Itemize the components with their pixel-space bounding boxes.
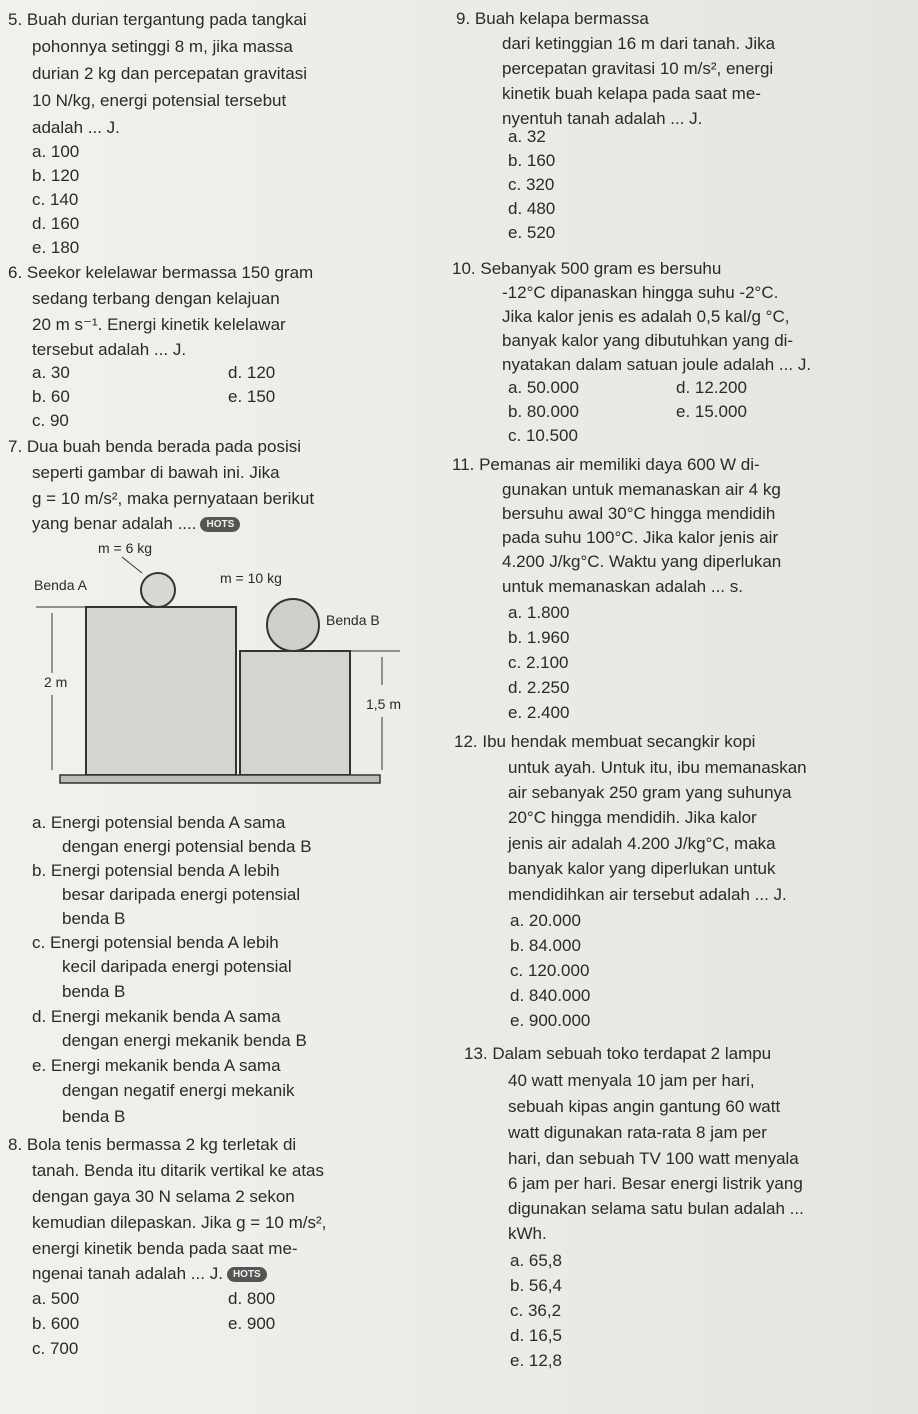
q6-option-a: a. 30 [32, 363, 70, 382]
pillar-a [86, 607, 236, 775]
q12-line: jenis air adalah 4.200 J/kg°C, maka [508, 834, 776, 853]
q12-option-e: e. 900.000 [510, 1011, 591, 1030]
q7-option-c-cont: benda B [62, 982, 126, 1001]
q7-option-c-cont: kecil daripada energi potensial [62, 957, 292, 976]
hots-badge: HOTS [227, 1267, 267, 1282]
q7-line: 7. Dua buah benda berada pada posisi [8, 437, 302, 456]
q8-line: dengan gaya 30 N selama 2 sekon [32, 1187, 295, 1206]
q13-option-c: c. 36,2 [510, 1301, 562, 1320]
q11-line: pada suhu 100°C. Jika kalor jenis air [502, 528, 779, 547]
q11-line: 11. Pemanas air memiliki daya 600 W di- [452, 455, 760, 474]
q10-line: 10. Sebanyak 500 gram es bersuhu [452, 259, 722, 278]
q5-line: 10 N/kg, energi potensial tersebut [32, 91, 287, 110]
q8-line: kemudian dilepaskan. Jika g = 10 m/s², [32, 1213, 327, 1232]
q11-option-a: a. 1.800 [508, 603, 570, 622]
ball-a [141, 573, 175, 607]
q13-line: 6 jam per hari. Besar energi listrik yang [508, 1174, 803, 1193]
q5-option-d: d. 160 [32, 214, 80, 233]
q13-line: 40 watt menyala 10 jam per hari, [508, 1071, 755, 1090]
q11-line: untuk memanaskan adalah ... s. [502, 577, 743, 596]
q6-line: 20 m s⁻¹. Energi kinetik kelelawar [32, 315, 286, 334]
q7-option-b-cont: benda B [62, 909, 126, 928]
q8-option-a: a. 500 [32, 1289, 80, 1308]
q8-option-e: e. 900 [228, 1314, 276, 1333]
q7-option-a: a. Energi potensial benda A sama [32, 813, 286, 832]
q13-line: digunakan selama satu bulan adalah ... [508, 1199, 804, 1218]
benda-a-label: Benda A [34, 577, 87, 593]
q6-option-c: c. 90 [32, 411, 69, 430]
q7-option-a-cont: dengan energi potensial benda B [62, 837, 312, 856]
q6-option-d: d. 120 [228, 363, 276, 382]
mass-b-label: m = 10 kg [220, 570, 282, 586]
q11-option-c: c. 2.100 [508, 653, 569, 672]
q8-line [32, 1263, 267, 1285]
q9-line: dari ketinggian 16 m dari tanah. Jika [502, 34, 776, 53]
q9-line: kinetik buah kelapa pada saat me- [502, 84, 761, 103]
q13-option-d: d. 16,5 [510, 1326, 562, 1345]
q10-option-d: d. 12.200 [676, 378, 747, 397]
q13-line: watt digunakan rata-rata 8 jam per [508, 1123, 767, 1142]
q13-option-e: e. 12,8 [510, 1351, 562, 1370]
q12-option-c: c. 120.000 [510, 961, 590, 980]
q5-option-c: c. 140 [32, 190, 79, 209]
q11-option-b: b. 1.960 [508, 628, 570, 647]
q8-option-d: d. 800 [228, 1289, 276, 1308]
q13-option-a: a. 65,8 [510, 1251, 562, 1270]
q7-option-e-cont: dengan negatif energi mekanik [62, 1081, 295, 1100]
q8-option-c: c. 700 [32, 1339, 79, 1358]
q12-line: 12. Ibu hendak membuat secangkir kopi [454, 732, 756, 751]
q12-line: 20°C hingga mendidih. Jika kalor [508, 808, 757, 827]
q7-line-text: yang benar adalah .... [32, 514, 197, 533]
q5-option-e: e. 180 [32, 238, 80, 257]
q6-option-e: e. 150 [228, 387, 276, 406]
q7-option-e: e. Energi mekanik benda A sama [32, 1056, 281, 1075]
q7-option-c: c. Energi potensial benda A lebih [32, 933, 279, 952]
q13-line: hari, dan sebuah TV 100 watt menyala [508, 1149, 799, 1168]
height-a-label: 2 m [44, 674, 68, 690]
q5-line: adalah ... J. [32, 118, 120, 137]
q12-line: untuk ayah. Untuk itu, ibu memanaskan [508, 758, 807, 777]
q10-line: -12°C dipanaskan hingga suhu -2°C. [502, 283, 779, 302]
q13-line: kWh. [508, 1224, 547, 1243]
mass-a-label: m = 6 kg [98, 540, 153, 556]
q5-option-b: b. 120 [32, 166, 80, 185]
q8-line: tanah. Benda itu ditarik vertikal ke atas [32, 1161, 324, 1180]
q11-line: 4.200 J/kg°C. Waktu yang diperlukan [502, 552, 782, 571]
q7-option-d: d. Energi mekanik benda A sama [32, 1007, 281, 1026]
q7-line: g = 10 m/s², maka pernyataan berikut [32, 489, 315, 508]
q10-option-e: e. 15.000 [676, 402, 747, 421]
q9-option-e: e. 520 [508, 223, 556, 242]
q9-option-a: a. 32 [508, 127, 546, 146]
q6-line: 6. Seekor kelelawar bermassa 150 gram [8, 263, 314, 282]
q9-line: percepatan gravitasi 10 m/s², energi [502, 59, 774, 78]
height-b-label: 1,5 m [366, 696, 402, 712]
q12-line: banyak kalor yang diperlukan untuk [508, 859, 776, 878]
q9-option-d: d. 480 [508, 199, 556, 218]
q7-option-e-cont: benda B [62, 1107, 126, 1126]
q13-option-b: b. 56,4 [510, 1276, 562, 1295]
q7-option-d-cont: dengan energi mekanik benda B [62, 1031, 307, 1050]
q9-line: nyentuh tanah adalah ... J. [502, 109, 703, 128]
q8-option-b: b. 600 [32, 1314, 80, 1333]
q12-line: mendidihkan air tersebut adalah ... J. [508, 885, 787, 904]
q7-figure [30, 535, 430, 795]
q9-line: 9. Buah kelapa bermassa [456, 9, 649, 28]
q9-option-c: c. 320 [508, 175, 555, 194]
q5-option-a: a. 100 [32, 142, 80, 161]
q5-line: 5. Buah durian tergantung pada tangkai [8, 10, 307, 29]
q12-option-d: d. 840.000 [510, 986, 591, 1005]
q11-option-d: d. 2.250 [508, 678, 570, 697]
q7-line [32, 513, 240, 535]
q12-option-a: a. 20.000 [510, 911, 581, 930]
q6-line: tersebut adalah ... J. [32, 340, 187, 359]
q7-option-b: b. Energi potensial benda A lebih [32, 861, 280, 880]
q10-line: banyak kalor yang dibutuhkan yang di- [502, 331, 794, 350]
q13-line: 13. Dalam sebuah toko terdapat 2 lampu [464, 1044, 772, 1063]
hots-badge: HOTS [200, 517, 240, 532]
ball-b [267, 599, 319, 651]
q10-option-a: a. 50.000 [508, 378, 579, 397]
q10-option-c: c. 10.500 [508, 426, 578, 445]
q7-option-b-cont: besar daripada energi potensial [62, 885, 301, 904]
mass-a-pointer [122, 557, 142, 573]
q5-line: pohonnya setinggi 8 m, jika massa [32, 37, 293, 56]
q8-line: energi kinetik benda pada saat me- [32, 1239, 298, 1258]
q10-line: nyatakan dalam satuan joule adalah ... J. [502, 355, 812, 374]
q11-line: gunakan untuk memanaskan air 4 kg [502, 480, 781, 499]
q8-line-text: ngenai tanah adalah ... J. [32, 1264, 223, 1283]
q10-option-b: b. 80.000 [508, 402, 579, 421]
ground [60, 775, 380, 783]
q11-option-e: e. 2.400 [508, 703, 570, 722]
q7-line: seperti gambar di bawah ini. Jika [32, 463, 280, 482]
q8-line: 8. Bola tenis bermassa 2 kg terletak di [8, 1135, 297, 1154]
q9-option-b: b. 160 [508, 151, 556, 170]
q6-option-b: b. 60 [32, 387, 70, 406]
q13-line: sebuah kipas angin gantung 60 watt [508, 1097, 781, 1116]
benda-b-label: Benda B [326, 612, 380, 628]
q12-line: air sebanyak 250 gram yang suhunya [508, 783, 792, 802]
q11-line: bersuhu awal 30°C hingga mendidih [502, 504, 776, 523]
q10-line: Jika kalor jenis es adalah 0,5 kal/g °C, [502, 307, 790, 326]
pillar-b [240, 651, 350, 775]
q12-option-b: b. 84.000 [510, 936, 581, 955]
q5-line: durian 2 kg dan percepatan gravitasi [32, 64, 308, 83]
q6-line: sedang terbang dengan kelajuan [32, 289, 280, 308]
